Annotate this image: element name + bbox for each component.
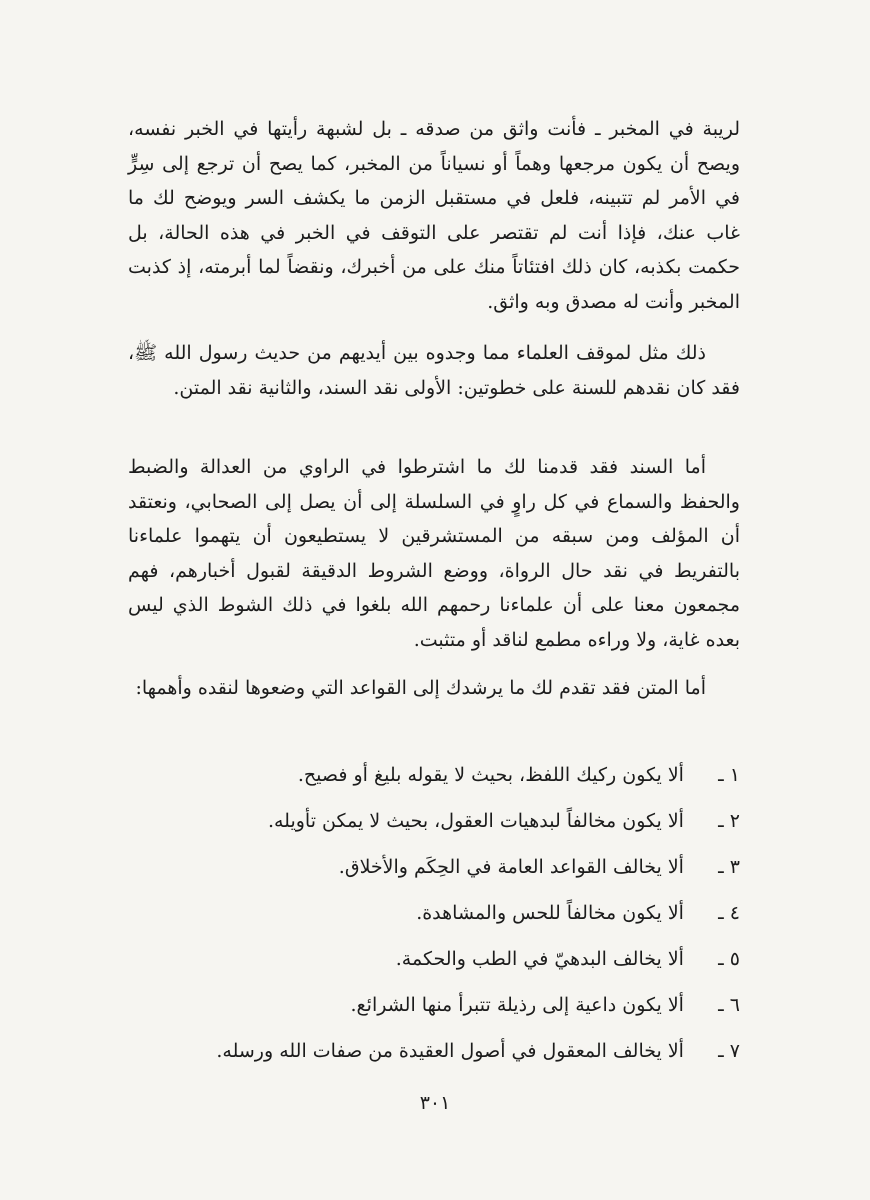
list-item-text: ألا يكون مخالفاً للحس والمشاهدة. <box>416 902 684 924</box>
paragraph-matn <box>128 671 740 706</box>
list-item <box>128 936 740 982</box>
list-item-number: ٣ ـ <box>718 856 740 878</box>
paragraph-4-text: أما المتن فقد تقدم لك ما يرشدك إلى القواعد التي وضعوها لنقده وأهمها: <box>135 677 706 699</box>
criteria-list <box>128 752 740 1074</box>
list-item-text: ألا يخالف المعقول في أصول العقيدة من صفات الله ورسله. <box>216 1040 684 1062</box>
list-item <box>128 890 740 936</box>
list-item-number: ٢ ـ <box>718 810 740 832</box>
list-item <box>128 844 740 890</box>
list-item <box>128 752 740 798</box>
list-item-number: ٦ ـ <box>718 994 740 1016</box>
list-item-text: ألا يخالف القواعد العامة في الحِكَم والأخلاق. <box>338 856 684 878</box>
list-item-text: ألا يكون داعية إلى رذيلة تتبرأ منها الشرائع. <box>350 994 684 1016</box>
paragraph-sanad <box>128 450 740 657</box>
list-item-text: ألا يخالف البدهيّ في الطب والحكمة. <box>395 948 684 970</box>
list-item <box>128 1028 740 1074</box>
paragraph-2-text: ذلك مثل لموقف العلماء مما وجدوه بين أيديهم من حديث رسول الله ﷺ، فقد كان نقدهم للسنة على خطوتين: الأولى نقد السند، والثانية نقد المتن. <box>128 342 740 399</box>
list-item-number: ٥ ـ <box>718 948 740 970</box>
list-item <box>128 982 740 1028</box>
paragraph-critics-example <box>128 336 740 405</box>
paragraph-3-text: أما السند فقد قدمنا لك ما اشترطوا في الراوي من العدالة والضبط والحفظ والسماع في كل راوٍ في السلسلة إلى أن يصل إلى الصحابي، ونعتقد أن المؤلف ومن سبقه من المستشرقين لا يستطيعون أن يتهموا علماءنا بالتفريط في نقد حال الرواة، ووضع الشروط الدقيقة لقبول أخبارهم، فهم مجمعون معنا على أن علماءنا رحمهم الله بلغوا في ذلك الشوط الذي ليس بعده غاية، ولا وراءه مطمع لناقد أو متثبت. <box>128 456 740 651</box>
paragraph-continuation <box>128 112 740 319</box>
list-item-text: ألا يكون مخالفاً لبدهيات العقول، بحيث لا يمكن تأويله. <box>267 810 684 832</box>
list-item-number: ٧ ـ <box>718 1040 740 1062</box>
paragraph-1-text: لريبة في المخبر ـ فأنت واثق من صدقه ـ بل لشبهة رأيتها في الخبر نفسه، ويصح أن يكون مرجعها وهماً أو نسياناً من المخبر، كما يصح أن ترجع إلى سِرٍّ في الأمر لم تتبينه، فلعل في مستقبل الزمن ما يكشف السر ويوضح لك ما غاب عنك، فإذا أنت لم تقتصر على التوقف في الخبر في هذه الحالة، بل حكمت بكذبه، كان ذلك افتئاتاً منك على من أخبرك، ونقضاً لما أبرمته، إذ كذبت المخبر وأنت له مصدق وبه واثق. <box>128 118 740 313</box>
list-item <box>128 798 740 844</box>
list-item-text: ألا يكون ركيك اللفظ، بحيث لا يقوله بليغ أو فصيح. <box>297 764 684 786</box>
page-number: ٣٠١ <box>419 1092 451 1114</box>
list-item-number: ١ ـ <box>718 764 740 786</box>
list-item-number: ٤ ـ <box>718 902 740 924</box>
